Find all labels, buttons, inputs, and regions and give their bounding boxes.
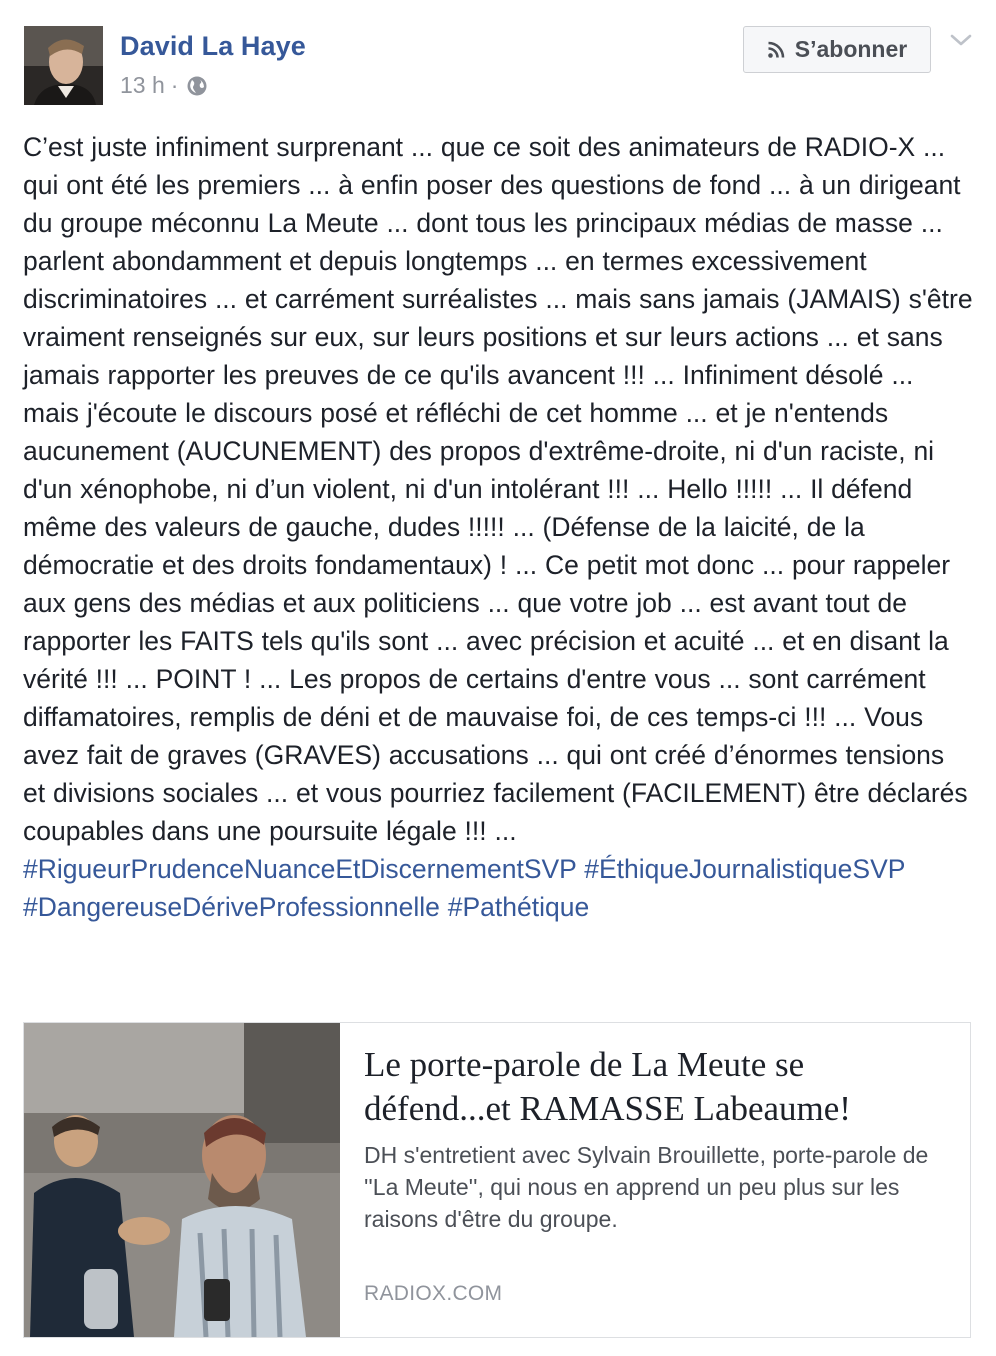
chevron-down-icon[interactable] [948, 30, 974, 50]
author-name[interactable]: David La Haye [120, 31, 306, 61]
hashtag-link[interactable]: #RigueurPrudenceNuanceEtDiscernementSVP [23, 854, 577, 884]
post-text: C’est juste infiniment surprenant ... que ce soit des animateurs de RADIO-X ... qui ont été les premiers ... à enfin poser des questions de fond ... à un dirigeant du groupe méconnu La Meute ... dont tous les principaux médias de masse ... parlent abondamment et depuis longtemps ... en termes excessivement discriminatoires ... et carrément surréalistes ... mais sans jamais (JAMAIS) s'être vraiment renseignés sur eux, sur leurs positions et sur leurs actions ... et sans jamais rapporter les preuves de ce qu'ils avancent !!! ... Infiniment désolé ... mais j'écoute le discours posé et réfléchi de cet homme ... et je n'entends aucunement (AUCUNEMENT) des propos d'extrême-droite, ni d'un raciste, ni d'un xénophobe, ni d’un violent, ni d'un intolérant !!! ... Hello !!!!! ... Il défend même des valeurs de gauche, dudes !!!!! ... (Défense de la laicité, de la démocratie et des droits fondamentaux) ! ... Ce petit mot donc ... pour rappeler aux gens des médias et aux politiciens ... que votre job ... est avant tout de rapporter les FAITS tels qu'ils sont ... avec précision et acuité ... et en disant la vérité !!! ... POINT ! ... Les propos de certains d'entre vous ... sont carrément diffamatoires, remplis de déni et de mauvaise foi, de ces temps-ci !!! ... Vous avez fait de graves (GRAVES) accusations ... qui ont créé d’énormes tensions et divisions sociales ... et vous pourriez facilement (FACILEMENT) être déclarés coupables dans une poursuite légale !!! ... [23, 132, 973, 846]
rss-icon [767, 41, 785, 59]
hashtag-link[interactable]: #Pathétique [447, 892, 590, 922]
news-photo [24, 1023, 340, 1337]
avatar-photo [24, 26, 103, 105]
globe-icon[interactable] [186, 75, 208, 97]
meta-separator: · [170, 72, 179, 98]
post-body [23, 128, 973, 926]
subscribe-label: S’abonner [794, 36, 908, 62]
link-preview-title[interactable]: Le porte-parole de La Meute se défend...et RAMASSE Labeaume! [364, 1045, 851, 1128]
link-preview-image[interactable] [24, 1023, 340, 1337]
subscribe-button[interactable] [743, 26, 931, 73]
link-preview-card[interactable] [23, 1022, 971, 1338]
hashtag-link[interactable]: #ÉthiqueJournalistiqueSVP [584, 854, 905, 884]
hashtag-link[interactable]: #DangereuseDériveProfessionnelle [23, 892, 440, 922]
author-avatar[interactable] [24, 26, 103, 105]
link-preview-description: DH s'entretient avec Sylvain Brouillette, porte-parole de ''La Meute'', qui nous en apprend un peu plus sur les raisons d'être du groupe. [364, 1142, 929, 1232]
link-preview-domain: RADIOX.COM [364, 1282, 503, 1305]
post-timestamp[interactable]: 13 h [120, 72, 165, 98]
post-meta [120, 72, 208, 99]
